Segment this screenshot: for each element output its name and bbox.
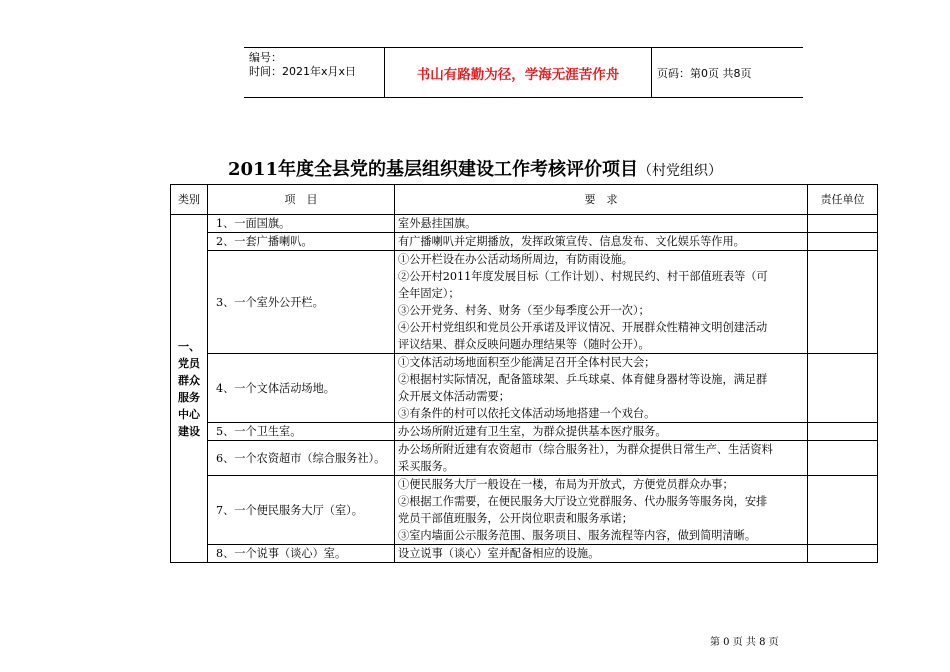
requirement-line: 室外悬挂国旗。 — [398, 217, 477, 230]
unit-cell — [808, 354, 878, 423]
table-body — [171, 215, 878, 563]
table-row — [171, 215, 878, 233]
requirement-line: ②根据村实际情况，配备篮球架、乒乓球桌、体育健身器材等设施，满足群 — [398, 373, 768, 386]
category-line: 建设 — [178, 424, 200, 438]
header-category: 类别 — [171, 185, 208, 215]
requirement-cell — [395, 215, 808, 233]
requirement-line: ②公开村2011年度发展目标（工作计划）、村规民约、村干部值班表等（可 — [398, 270, 768, 283]
item-cell: 2、一套广播喇叭。 — [208, 233, 395, 251]
time-label: 时间：2021年x月x日 — [249, 65, 357, 78]
requirement-cell — [395, 423, 808, 441]
requirement-line: 众开展文体活动需要； — [398, 390, 510, 403]
table-row — [171, 233, 878, 251]
page-header — [244, 47, 803, 98]
category-line: 一、 — [178, 339, 200, 353]
header-meta — [244, 48, 385, 97]
unit-cell — [808, 233, 878, 251]
category-line: 党员 — [178, 356, 200, 370]
requirement-line: 采买服务。 — [398, 460, 454, 473]
requirement-cell — [395, 441, 808, 476]
item-cell: 5、一个卫生室。 — [208, 423, 395, 441]
title-sub: （村党组织） — [638, 163, 723, 179]
unit-cell — [808, 251, 878, 354]
requirement-line: 评议结果、群众反映问题办理结果等（随时公开）。 — [398, 338, 650, 351]
doc-number-label: 编号： — [249, 51, 282, 64]
requirement-line: 有广播喇叭并定期播放，发挥政策宣传、信息发布、文化娱乐等作用。 — [398, 235, 745, 248]
item-cell: 3、一个室外公开栏。 — [208, 251, 395, 354]
requirement-cell — [395, 233, 808, 251]
table-row — [171, 545, 878, 563]
header-item: 项 目 — [208, 185, 395, 215]
title-main: 2011年度全县党的基层组织建设工作考核评价项目 — [227, 159, 639, 180]
category-cell — [171, 215, 208, 563]
header-unit: 责任单位 — [808, 185, 878, 215]
table-row — [171, 423, 878, 441]
requirement-line: 办公场所附近建有卫生室，为群众提供基本医疗服务。 — [398, 425, 667, 438]
item-cell: 8、一个说事（谈心）室。 — [208, 545, 395, 563]
item-cell: 7、一个便民服务大厅（室）。 — [208, 476, 395, 545]
evaluation-table — [170, 184, 878, 563]
header-motto: 书山有路勤为径，学海无涯苦作舟 — [385, 48, 652, 97]
requirement-line: 全年固定）； — [398, 287, 460, 300]
table-row — [171, 354, 878, 423]
page-footer: 第 0 页 共 8 页 — [710, 637, 779, 648]
unit-cell — [808, 423, 878, 441]
category-line: 服务 — [178, 390, 200, 404]
item-cell: 4、一个文体活动场地。 — [208, 354, 395, 423]
table-row — [171, 441, 878, 476]
unit-cell — [808, 215, 878, 233]
requirement-line: 办公场所附近建有农资超市（综合服务社），为群众提供日常生产、生活资料 — [398, 443, 773, 456]
category-line: 中心 — [178, 407, 200, 421]
requirement-cell — [395, 251, 808, 354]
requirement-cell — [395, 545, 808, 563]
requirement-line: ④公开村党组织和党员公开承诺及评议情况、开展群众性精神文明创建活动 — [398, 321, 768, 334]
unit-cell — [808, 545, 878, 563]
requirement-line: 设立说事（谈心）室并配备相应的设施。 — [398, 547, 600, 560]
requirement-line: ③室内墙面公示服务范围、服务项目、服务流程等内容，做到简明清晰。 — [398, 529, 757, 542]
item-cell: 1、一面国旗。 — [208, 215, 395, 233]
requirement-cell — [395, 476, 808, 545]
table-header-row — [171, 185, 878, 215]
requirement-line: ②根据工作需要，在便民服务大厅设立党群服务、代办服务等服务岗，安排 — [398, 495, 768, 508]
item-cell: 6、一个农资超市（综合服务社）。 — [208, 441, 395, 476]
requirement-cell — [395, 354, 808, 423]
table-row — [171, 476, 878, 545]
requirement-line: 党员干部值班服务，公开岗位职责和服务承诺； — [398, 512, 633, 525]
unit-cell — [808, 476, 878, 545]
requirement-line: ③公开党务、村务、财务（至少每季度公开一次）； — [398, 304, 650, 317]
requirement-line: ①文体活动场地面积至少能满足召开全体村民大会； — [398, 356, 656, 369]
requirement-line: ①便民服务大厅一般设在一楼，布局为开放式，方便党员群众办事； — [398, 478, 734, 491]
header-page-info: 页码：第0页 共8页 — [657, 66, 752, 80]
unit-cell — [808, 441, 878, 476]
category-line: 群众 — [178, 373, 200, 387]
requirement-line: ③有条件的村可以依托文体活动场地搭建一个戏台。 — [398, 407, 656, 420]
requirement-line: ①公开栏设在办公活动场所周边，有防雨设施。 — [398, 253, 633, 266]
page-title — [0, 155, 950, 181]
table-row — [171, 251, 878, 354]
header-requirement: 要 求 — [395, 185, 808, 215]
